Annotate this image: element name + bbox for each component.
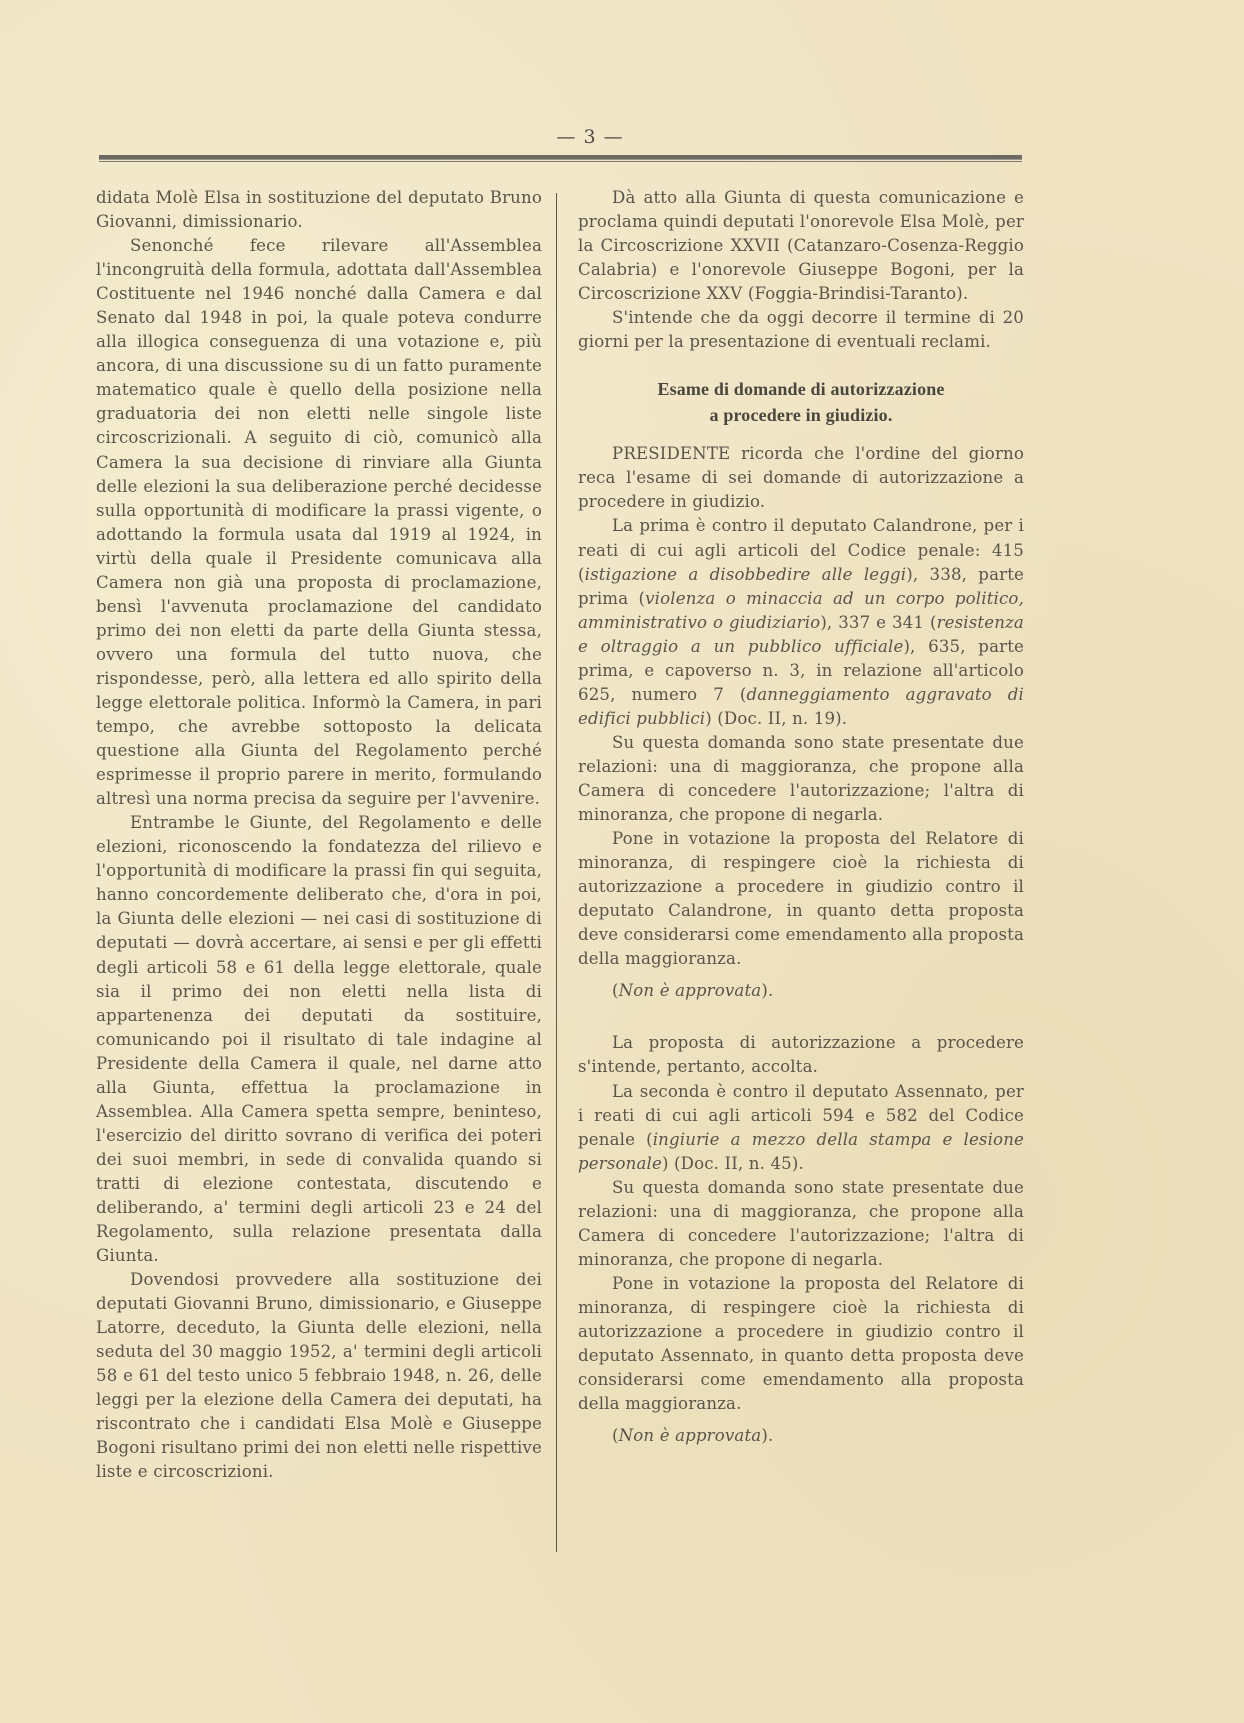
text: ) (Doc. II, n. 45). [661, 1153, 804, 1173]
vote-paragraph: Pone in votazione la proposta del Relatore di minoranza, di respingere cioè la richiesta di autorizzazione a procedere in giudizio contro il deputato Calandrone, in quanto detta proposta deve considerarsi come emendamento alla proposta della maggioranza. [578, 829, 1024, 969]
text: ), 337 e 341 ( [820, 612, 937, 632]
page-number: — 3 — [556, 126, 624, 148]
text: ( [612, 981, 619, 1001]
column-divider [556, 193, 557, 1552]
reports-paragraph: Su questa domanda sono state presentate due relazioni: una di maggioranza, che propone alla Camera di concedere l'autorizzazione; l'altra di minoranza, che propone di negarla. [578, 1177, 1024, 1269]
text: ). [761, 1426, 774, 1446]
paragraph: didata Molè Elsa in sostituzione del deputato Bruno Giovanni, dimissionario. [96, 188, 542, 232]
section-heading [578, 376, 1024, 428]
right-column [578, 186, 1024, 1448]
header-rule [99, 155, 1022, 160]
reports-paragraph: Su questa domanda sono state presentate due relazioni: una di maggioranza, che propone alla Camera di concedere l'autorizzazione; l'altra di minoranza, che propone di negarla. [578, 732, 1024, 825]
text: ), 635, parte prima, e capoverso n. 3, in relazione all'articolo 625, numero 7 ( [578, 636, 1024, 704]
offense-italic: resistenza e oltraggio a un pubblico ufficiale [578, 612, 1024, 656]
paragraph: S'intende che da oggi decorre il termine di 20 giorni per la presentazione di eventuali reclami. [578, 308, 1024, 352]
offense-italic: danneggiamento aggravato di edifici pubblici [578, 684, 1025, 728]
paragraph: Senonché fece rilevare all'Assemblea l'incongruità della formula, adottata dall'Assemblea Costituente nel 1946 nonché dalla Camera e dal Senato dal 1948 in poi, la quale poteva condurre alla illogica conseguenza di una votazione e, più ancora, di una discussione su di un fatto puramente matematico quale è quello della posizione nella graduatoria dei non eletti nelle singole liste circoscrizionali. A seguito di ciò, comunicò alla Camera la sua decisione di rinviare alla Giunta delle elezioni la sua deliberazione perché decidesse sulla opportunità di modificare la prassi vigente, o adottando la formula usata dal 1919 al 1924, in virtù della quale il Presidente comunicava alla Camera non già una proposta di proclamazione, bensì l'avvenuta proclamazione del candidato primo dei non eletti da parte della Giunta stessa, ovvero una formula del tutto nuova, che rispondesse, però, alla lettera ed allo spirito della legge elettorale politica. Informò la Camera, in pari tempo, che avrebbe sottoposto la delicata questione alla Giunta del Regolamento perché esprimesse il proprio parere in merito, formulando altresì una norma precisa da seguire per l'avvenire. [96, 236, 542, 809]
text: ). [761, 981, 774, 1001]
vote-paragraph: Pone in votazione la proposta del Relatore di minoranza, di respingere cioè la richiesta di autorizzazione a procedere in giudizio contro il deputato Assennato, in quanto detta proposta deve considerarsi come emendamento alla proposta della maggioranza. [578, 1273, 1024, 1414]
outcome-italic: Non è approvata [618, 1426, 762, 1446]
text: ( [612, 1426, 619, 1446]
offense-italic: ingiurie a mezzo della stampa e lesione personale [578, 1129, 1024, 1173]
vote-outcome [578, 1424, 1024, 1448]
offense-italic: istigazione a disobbedire alle leggi [584, 564, 907, 584]
result-paragraph: La proposta di autorizzazione a procedere s'intende, pertanto, accolta. [578, 1033, 1024, 1077]
section-heading-line: a procedere in giudizio. [709, 405, 893, 426]
first-request-paragraph [578, 514, 1024, 730]
text: ), 338, parte prima ( [578, 564, 1024, 608]
text: ) (Doc. II, n. 19). [705, 708, 848, 728]
second-request-paragraph [578, 1080, 1024, 1176]
paragraph: Entrambe le Giunte, del Regolamento e delle elezioni, riconoscendo la fondatezza del rilievo e l'opportunità di modificare la prassi fin qui seguita, hanno concordemente deliberato che, d'ora in poi, la Giunta delle elezioni — nei casi di sostituzione di deputati — dovrà accertare, ai sensi e per gli effetti degli articoli 58 e 61 della legge elettorale, quale sia il primo dei non eletti nella lista di appartenenza dei deputati da sostituire, comunicando poi il risultato di tale indagine al Presidente della Camera il quale, nel darne atto alla Giunta, effettua la proclamazione in Assemblea. Alla Camera spetta sempre, beninteso, l'esercizio del diritto sovrano di verifica dei poteri dei suoi membri, in sede di convalida quando si tratti di elezione contestata, discutendo e deliberando, a' termini degli articoli 23 e 24 del Regolamento, sulla relazione presentata dalla Giunta. [96, 813, 542, 1266]
paragraph: Dà atto alla Giunta di questa comunicazione e proclama quindi deputati l'onorevole Elsa Molè, per la Circoscrizione XXVII (Catanzaro-Cosenza-Reggio Calabria) e l'onorevole Giuseppe Bogoni, per la Circoscrizione XXV (Foggia-Brindisi-Taranto). [578, 188, 1024, 304]
left-column [96, 186, 542, 1485]
vote-outcome [578, 979, 1024, 1003]
outcome-italic: Non è approvata [618, 981, 762, 1001]
section-heading-line: Esame di domande di autorizzazione [657, 379, 945, 400]
text: La prima è contro il deputato Calandrone, per i reati di cui agli articoli del Codice penale: 415 ( [578, 516, 1024, 584]
text: La seconda è contro il deputato Assennato, per i reati di cui agli articoli 594 e 582 del Codice penale ( [578, 1081, 1024, 1149]
presidente-paragraph: PRESIDENTE ricorda che l'ordine del giorno reca l'esame di sei domande di autorizzazione a procedere in giudizio. [578, 444, 1024, 512]
paragraph: Dovendosi provvedere alla sostituzione dei deputati Giovanni Bruno, dimissionario, e Giuseppe Latorre, deceduto, la Giunta delle elezioni, nella seduta del 30 maggio 1952, a' termini degli articoli 58 e 61 del testo unico 5 febbraio 1948, n. 26, delle leggi per la elezione della Camera dei deputati, ha riscontrato che i candidati Elsa Molè e Giuseppe Bogoni risultano primi dei non eletti nelle rispettive liste e circoscrizioni. [96, 1270, 542, 1482]
offense-italic: violenza o minaccia ad un corpo politico, amministrativo o giudiziario [578, 588, 1024, 632]
